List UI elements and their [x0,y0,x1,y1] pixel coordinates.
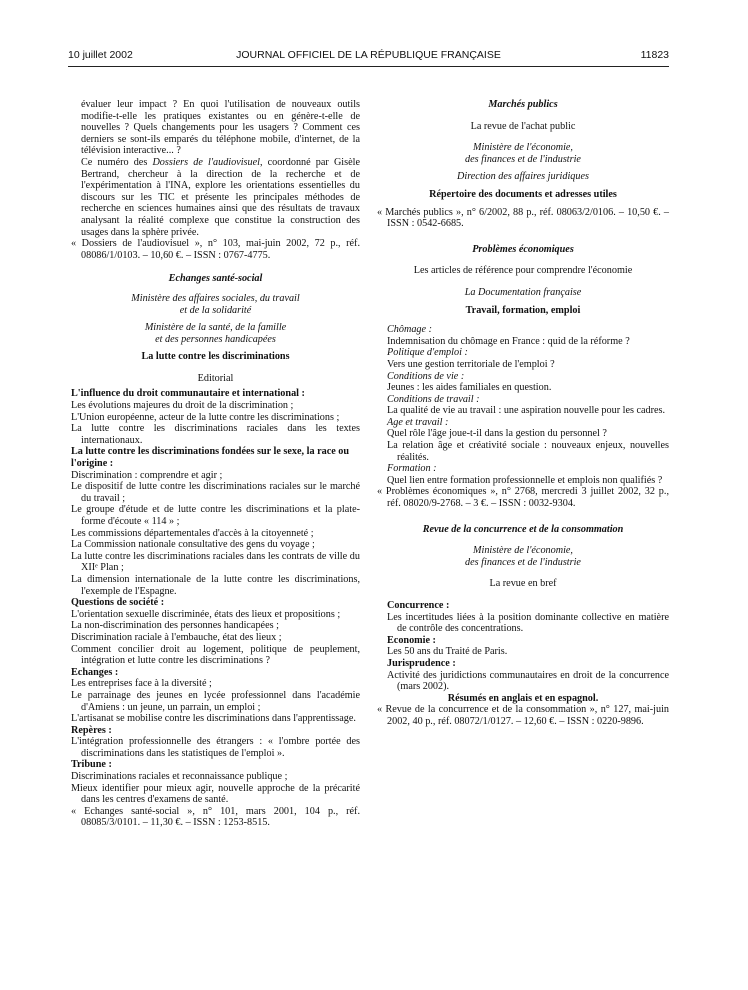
section-title-echanges: Echanges santé-social [168,273,263,285]
marches-ministry-line-1: Ministère de l'économie, [473,142,573,154]
group-heading: Formation : [387,463,437,475]
heading-reperes: Repères : [71,724,112,736]
header-page-number: 11823 [640,49,669,61]
group-heading: Chômage : [387,324,432,336]
list-item: Quel lien entre formation professionnelle et emplois non qualifiés ? [387,474,663,486]
list-item: Les entreprises face à la diversité ; [71,678,212,690]
right-column [377,99,669,728]
header-rule [68,66,669,67]
group-heading: Age et travail : [387,416,449,428]
marches-ministry-line-2: des finances et de l'industrie [465,153,581,165]
revue-ministry-line-2: des finances et de l'industrie [465,556,581,568]
list-item: Activité des juridictions communautaires en droit de la concurrence (mars 2002). [387,669,669,693]
ministry-1-line-1: Ministère des affaires sociales, du travail [131,292,300,304]
list-item: Comment concilier droit au logement, politique de peuplement, intégration et lutte contre les discriminations ? [71,643,360,667]
list-item: Mieux identifier pour mieux agir, nouvelle approche de la précarité dans les centres d'examens de santé. [71,782,360,806]
list-item: Le parrainage des jeunes en lycée professionnel dans l'académie d'Amiens : un jeune, un parrain, un emploi ; [71,689,360,713]
echanges-reference: « Echanges santé-social », n° 101, mars 2001, 104 p., réf. 08085/3/0101. – 11,30 €. – ISSN : 1253-8515. [71,805,360,829]
section-title-problemes-economiques: Problèmes économiques [472,243,574,255]
list-item: Les commissions départementales d'accès à la citoyenneté ; [71,527,314,539]
list-item: L'orientation sexuelle discriminée, états des lieux et propositions ; [71,608,341,620]
list-item: Les évolutions majeures du droit de la discrimination ; [71,400,294,412]
revue-reference: « Revue de la concurrence et de la consommation », n° 127, mai-juin 2002, 40 p., réf. 08072/1/0127. – 12,60 €. – ISSN : 0220-9896. [377,704,669,727]
list-item: Les incertitudes liées à la position dominante collective en matière de contrôle des concentrations. [387,611,669,635]
list-item: Discriminations raciales et reconnaissance publique ; [71,771,288,783]
header-title: JOURNAL OFFICIEL DE LA RÉPUBLIQUE FRANÇAISE [236,49,501,61]
intro-continuation: évaluer leur impact ? En quoi l'utilisation de nouveaux outils modifie-t-elle les pratiques existantes ou en génère-t-elle de nouvelles ? Quels changements pour les usagers ? Comment ces derniers se sont-ils emparés du téléphone mobile, d'internet, de la télévision interactive... ? [81,99,360,157]
ministry-2-line-2: et des personnes handicapées [155,333,276,345]
list-item: La lutte contre les discriminations raciales dans les textes internationaux. [71,423,360,446]
list-item: Discrimination : comprendre et agir ; [71,469,223,481]
heading-tribune: Tribune : [71,759,112,771]
group-heading: Politique d'emploi : [387,347,468,359]
editorial-label: Editorial [197,372,234,384]
problemes-theme: Travail, formation, emploi [465,304,581,316]
marches-reference: « Marchés publics », n° 6/2002, 88 p., réf. 08063/2/0106. – 10,50 €. – ISSN : 0542-6685. [377,206,669,230]
intro-reference: « Dossiers de l'audiovisuel », n° 103, mai-juin 2002, 72 p., réf. 08086/1/0103. – 10,60 €. – ISSN : 0767-4775. [71,238,360,261]
left-column [71,99,360,829]
heading-echanges: Echanges : [71,666,119,678]
list-item: L'intégration professionnelle des étrangers : « l'ombre portée des discriminations dans les statistiques de l'emploi ». [71,736,360,759]
list-item: La dimension internationale de la lutte contre les discriminations, l'exemple de l'Espagne. [71,573,360,597]
ministry-1-line-2: et de la solidarité [179,304,252,316]
group-heading: Concurrence : [387,600,450,611]
revue-summaries-note: Résumés en anglais et en espagnol. [447,692,599,704]
list-item: Quel rôle l'âge joue-t-il dans la gestion du personnel ? [387,428,607,440]
list-item: L'artisanat se mobilise contre les discriminations dans l'apprentissage. [71,713,356,725]
group-heading: Economie : [387,634,436,646]
intro-paragraph: Ce numéro des Dossiers de l'audiovisuel, coordonné par Gisèle Bertrand, chercheur à la direction de la recherche et de l'expérimentation à l'INA, explore les orientations essentielles du discours sur les TIC et présente les principales méthodes de recherche en sciences humaines ainsi que des résultats de travaux analysant la réalité complexe que constitue la construction des usages dans la sphère privée. [81,156,360,238]
list-item: Indemnisation du chômage en France : quid de la réforme ? [387,335,630,347]
list-item: La lutte contre les discriminations raciales dans les contrats de ville du XIIᵉ Plan ; [71,550,360,574]
header-date: 10 juillet 2002 [68,49,133,61]
page-header [68,50,669,64]
list-item: Jeunes : les aides familiales en question. [387,382,552,394]
list-item: La Commission nationale consultative des gens du voyage ; [71,539,315,551]
revue-ministry-line-1: Ministère de l'économie, [473,545,573,557]
ministry-2-line-1: Ministère de la santé, de la famille [144,322,287,334]
problemes-subtitle: Les articles de référence pour comprendre l'économie [413,265,633,277]
list-item: Discrimination raciale à l'embauche, état des lieux ; [71,631,282,643]
section-title-marches-publics: Marchés publics [488,99,558,110]
list-item: La relation âge et créativité sociale : nouveaux enjeux, nouvelles réalités. [387,440,669,463]
heading-droit-communautaire: L'influence du droit communautaire et international : [71,388,305,400]
marches-direction: Direction des affaires juridiques [457,171,589,183]
list-item: Le dispositif de lutte contre les discriminations raciales sur le marché du travail ; [71,481,360,504]
list-item: L'Union européenne, acteur de la lutte contre les discriminations ; [71,411,340,423]
theme-title: La lutte contre les discriminations [141,351,290,363]
list-item: Les 50 ans du Traité de Paris. [387,646,508,658]
section-title-revue-concurrence: Revue de la concurrence et de la consommation [422,523,624,535]
group-heading: Conditions de travail : [387,393,480,405]
problemes-publisher: La Documentation française [464,286,582,298]
list-item: Le groupe d'étude et de lutte contre les discriminations et la plate-forme d'écoute « 114 » ; [71,504,360,527]
marches-theme: Répertoire des documents et adresses utiles [429,188,617,200]
group-heading: Jurisprudence : [387,657,456,669]
list-item: La non-discrimination des personnes handicapées ; [71,620,279,632]
heading-questions-societe: Questions de société : [71,597,165,609]
list-item: La qualité de vie au travail : une aspiration nouvelle pour les cadres. [387,405,666,417]
revue-subtitle: La revue en bref [489,578,557,590]
group-heading: Conditions de vie : [387,370,465,382]
marches-subtitle: La revue de l'achat public [470,120,576,132]
problemes-reference: « Problèmes économiques », n° 2768, mercredi 3 juillet 2002, 32 p., réf. 08020/9-2768. – 3 €. – ISSN : 0032-9304. [377,486,669,510]
heading-discriminations-sexe-race: La lutte contre les discriminations fondées sur le sexe, la race ou l'origine : [71,446,350,470]
list-item: Vers une gestion territoriale de l'emploi ? [387,358,555,370]
